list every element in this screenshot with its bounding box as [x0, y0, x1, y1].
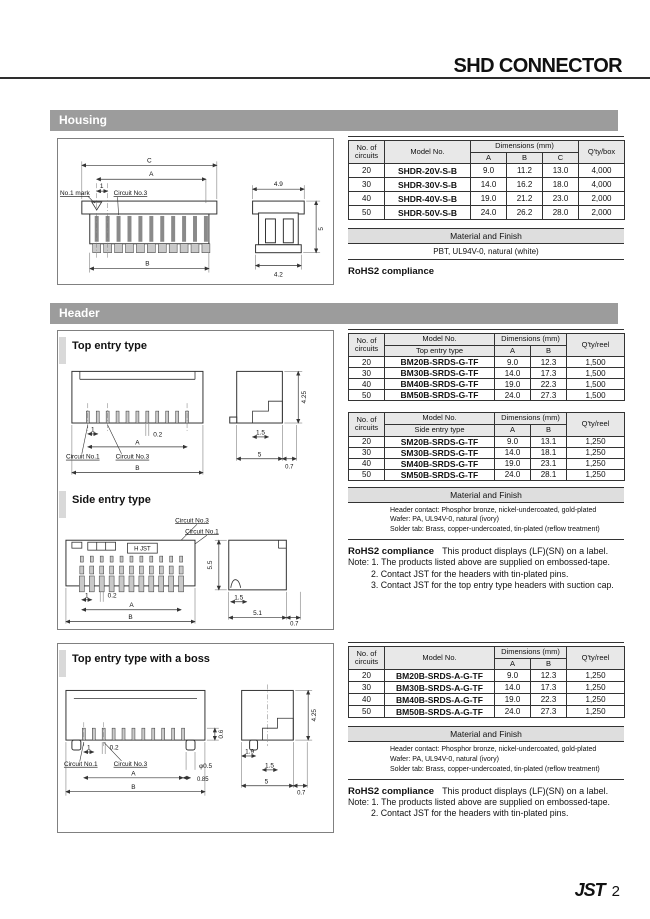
cell-model: SM20B-SRDS-G-TF [385, 436, 495, 447]
header-column-rule [348, 329, 624, 330]
cell-b: 27.3 [531, 706, 567, 718]
cell-model: BM40B-SRDS-A-G-TF [385, 694, 495, 706]
cell-b: 16.2 [507, 178, 543, 192]
dim-label-51: 5.1 [253, 610, 263, 618]
material-title: Material and Finish [348, 229, 624, 244]
col-b: B [531, 424, 567, 436]
dim-label-5: 5 [257, 451, 262, 459]
circuit3-label: Circuit No.3 [115, 453, 150, 461]
header-spec-column [348, 329, 624, 592]
boss-material-box [348, 726, 624, 779]
note-line: Note: 1. The products listed above are supplied on embossed-tape. [348, 556, 610, 567]
circuit1-label: Circuit No.1 [63, 760, 98, 768]
dim-label-1: 1 [99, 183, 104, 191]
cell-model: BM50B-SRDS-G-TF [385, 390, 495, 401]
col-dimensions: Dimensions (mm) [495, 413, 567, 425]
cell-model: SM50B-SRDS-G-TF [385, 469, 495, 480]
col-a: A [471, 152, 507, 164]
col-dimensions: Dimensions (mm) [495, 334, 567, 346]
side-entry-title: Side entry type [72, 494, 151, 506]
cell-a: 19.0 [471, 192, 507, 206]
page-footer [575, 880, 620, 901]
dim-label-b: B [135, 465, 140, 473]
col-circuits: No. of circuits [349, 334, 385, 357]
col-model: Model No. [385, 141, 471, 164]
housing-table [348, 140, 625, 220]
housing-section-bar: Housing [50, 110, 618, 131]
cell-model: BM20B-SRDS-A-G-TF [385, 670, 495, 682]
cell-circuits: 20 [349, 436, 385, 447]
table-row [349, 390, 625, 401]
circuit1-label: Circuit No.1 [185, 528, 219, 536]
housing-drawing-box [57, 138, 334, 285]
table-row [349, 458, 625, 469]
cell-b: 18.1 [531, 447, 567, 458]
cell-qty: 1,250 [567, 458, 625, 469]
material-line: Header contact: Phosphor bronze, nickel-undercoated, gold-plated [390, 506, 597, 514]
material-line: Solder tab: Brass, copper-undercoated, tin-plated (reflow treatment) [390, 526, 600, 534]
cell-model: BM30B-SRDS-A-G-TF [385, 682, 495, 694]
col-qty: Q'ty/box [579, 141, 625, 164]
header-section-bar: Header [50, 303, 618, 324]
dim-label-b: B [131, 784, 136, 792]
cell-b: 12.3 [531, 670, 567, 682]
col-model-sub: Top entry type [385, 345, 495, 357]
cell-model: SM30B-SRDS-G-TF [385, 447, 495, 458]
cell-c: 13.0 [543, 164, 579, 178]
dim-label-15: 1.5 [264, 762, 274, 770]
dim-label-425: 4.25 [311, 709, 319, 722]
material-lines [348, 742, 624, 778]
header-material-box [348, 487, 624, 540]
table-row [349, 694, 625, 706]
cell-circuits: 50 [349, 469, 385, 480]
rohs-label: RoHS2 compliance [348, 266, 435, 278]
cell-b: 28.1 [531, 469, 567, 480]
cell-b: 17.3 [531, 368, 567, 379]
cell-qty: 1,250 [567, 706, 625, 718]
table-row [349, 164, 625, 178]
cell-a: 24.0 [495, 469, 531, 480]
page-number: 2 [611, 883, 620, 900]
cell-a: 14.0 [471, 178, 507, 192]
subtitle-accent [59, 650, 66, 677]
housing-column-rule [348, 136, 624, 137]
cell-b: 21.2 [507, 192, 543, 206]
dim-label-a: A [135, 439, 140, 447]
col-c: C [543, 152, 579, 164]
top-entry-front-view [66, 371, 203, 474]
housing-drawing [58, 139, 333, 284]
rohs-label: RoHS2 compliance [348, 785, 435, 797]
dim-label-085: 0.85 [196, 776, 209, 783]
rohs-label: RoHS2 compliance [348, 545, 435, 557]
material-line: Header contact: Phosphor bronze, nickel-undercoated, gold-plated [390, 746, 597, 754]
side-entry-side-view [207, 540, 300, 627]
cell-qty: 2,000 [579, 206, 625, 220]
cell-circuits: 50 [349, 206, 385, 220]
boss-table [348, 646, 625, 718]
col-qty: Q'ty/reel [567, 647, 625, 670]
col-circuits: No. of circuits [349, 647, 385, 670]
note-line: Note: 1. The products listed above are supplied on embossed-tape. [348, 796, 610, 807]
note-line: 2. Contact JST for the headers with tin-plated pins. [371, 808, 569, 819]
col-a: A [495, 658, 531, 670]
housing-spec-column [348, 136, 624, 277]
cell-b: 27.3 [531, 390, 567, 401]
cell-model: SM40B-SRDS-G-TF [385, 458, 495, 469]
top-entry-drawing [58, 361, 333, 489]
table-row [349, 436, 625, 447]
dim-label-c: C [147, 157, 152, 165]
cell-qty: 1,500 [567, 379, 625, 390]
cell-qty: 1,500 [567, 357, 625, 368]
dim-label-06: 0.6 [217, 729, 225, 739]
table-row [349, 178, 625, 192]
cell-a: 9.0 [471, 164, 507, 178]
circuit3-label: Circuit No.3 [113, 190, 148, 198]
col-model: Model No. [385, 647, 495, 670]
dim-label-5: 5 [318, 227, 326, 231]
table-row [349, 682, 625, 694]
dim-label-425: 4.25 [301, 390, 309, 404]
dim-label-b: B [145, 260, 150, 268]
cell-model: BM30B-SRDS-G-TF [385, 368, 495, 379]
top-entry-side-view [230, 371, 308, 470]
boss-drawing [58, 676, 333, 828]
dim-label-a: A [129, 602, 134, 610]
cell-model: SHDR-50V-S-B [385, 206, 471, 220]
dim-label-02: 0.2 [109, 744, 119, 752]
cell-b: 12.3 [531, 357, 567, 368]
cell-qty: 1,500 [567, 390, 625, 401]
cell-a: 14.0 [495, 447, 531, 458]
dim-label-b: B [128, 614, 133, 622]
col-a: A [495, 345, 531, 357]
col-b: B [531, 345, 567, 357]
cell-a: 24.0 [495, 706, 531, 718]
boss-drawing-box [57, 643, 334, 833]
cell-a: 24.0 [471, 206, 507, 220]
cell-b: 17.3 [531, 682, 567, 694]
col-circuits: No. of circuits [349, 141, 385, 164]
table-row [349, 206, 625, 220]
cell-qty: 1,500 [567, 368, 625, 379]
side-entry-table [348, 412, 625, 480]
cell-a: 19.0 [495, 694, 531, 706]
cell-qty: 4,000 [579, 164, 625, 178]
cell-a: 14.0 [495, 368, 531, 379]
rohs-text: This product displays (LF)(SN) on a label. [442, 545, 609, 556]
jst-logo: JST [574, 880, 605, 900]
cell-circuits: 30 [349, 178, 385, 192]
top-entry-title: Top entry type [72, 340, 147, 352]
circuit1-label: Circuit No.1 [65, 453, 100, 461]
cell-circuits: 40 [349, 458, 385, 469]
dim-label-02: 0.2 [107, 592, 117, 600]
cell-a: 9.0 [495, 436, 531, 447]
dim-label-15: 1.5 [256, 429, 266, 437]
cell-qty: 2,000 [579, 192, 625, 206]
col-qty: Q'ty/reel [567, 334, 625, 357]
boss-spec-column [348, 642, 624, 820]
col-circuits: No. of circuits [349, 413, 385, 436]
dim-label-a: A [131, 770, 136, 778]
cell-model: BM20B-SRDS-G-TF [385, 357, 495, 368]
cell-a: 14.0 [495, 682, 531, 694]
col-model-sub: Side entry type [385, 424, 495, 436]
cell-model: SHDR-40V-S-B [385, 192, 471, 206]
header-notes [348, 557, 624, 592]
cell-b: 11.2 [507, 164, 543, 178]
dim-label-15: 1.5 [234, 594, 244, 602]
page-title: SHD CONNECTOR [453, 55, 622, 77]
dim-label-49: 4.9 [273, 181, 283, 189]
rohs-text: This product displays (LF)(SN) on a label. [442, 785, 609, 796]
cell-qty: 4,000 [579, 178, 625, 192]
cell-circuits: 40 [349, 694, 385, 706]
boss-front-view [64, 690, 225, 795]
cell-a: 9.0 [495, 357, 531, 368]
dim-label-07: 0.7 [285, 464, 294, 471]
subtitle-accent [59, 337, 66, 364]
cell-c: 28.0 [543, 206, 579, 220]
cell-c: 23.0 [543, 192, 579, 206]
material-title: Material and Finish [348, 727, 624, 742]
cell-b: 22.3 [531, 694, 567, 706]
material-line: Wafer: PA, UL94V-0, natural (ivory) [390, 516, 499, 524]
cell-qty: 1,250 [567, 469, 625, 480]
col-model: Model No. [385, 334, 495, 346]
note-line: 2. Contact JST for the headers with tin-plated pins. [371, 568, 569, 579]
col-dimensions: Dimensions (mm) [495, 647, 567, 659]
cell-model: BM40B-SRDS-G-TF [385, 379, 495, 390]
cell-a: 19.0 [495, 458, 531, 469]
title-rule [0, 77, 650, 79]
dim-label-1: 1 [90, 426, 95, 434]
cell-b: 13.1 [531, 436, 567, 447]
boss-side-view [242, 684, 318, 796]
table-row [349, 368, 625, 379]
dim-label-a: A [149, 171, 154, 179]
dim-label-07: 0.7 [297, 790, 306, 797]
housing-rohs [348, 266, 624, 277]
col-qty: Q'ty/reel [567, 413, 625, 436]
dim-label-1: 1 [86, 744, 91, 752]
no1-mark-label: No.1 mark [59, 190, 90, 198]
table-row [349, 357, 625, 368]
cell-qty: 1,250 [567, 670, 625, 682]
dim-label-5: 5 [264, 778, 269, 786]
table-row [349, 670, 625, 682]
housing-front-view [60, 157, 217, 272]
header-drawing-box [57, 330, 334, 630]
dim-label-19: 1.9 [245, 748, 255, 756]
boss-notes [348, 797, 624, 820]
cell-circuits: 20 [349, 357, 385, 368]
col-b: B [507, 152, 543, 164]
table-row [349, 379, 625, 390]
table-row [349, 192, 625, 206]
housing-teeth [93, 244, 210, 253]
material-line: Wafer: PA, UL94V-0, natural (ivory) [390, 756, 499, 764]
boss-rohs [348, 786, 624, 797]
boss-title: Top entry type with a boss [72, 653, 210, 665]
cell-circuits: 20 [349, 670, 385, 682]
cell-qty: 1,250 [567, 436, 625, 447]
cell-circuits: 40 [349, 379, 385, 390]
header-rohs [348, 546, 624, 557]
material-line: Solder tab: Brass, copper-undercoated, tin-plated (reflow treatment) [390, 765, 600, 773]
cell-circuits: 30 [349, 447, 385, 458]
material-lines [348, 503, 624, 539]
dim-label-55: 5.5 [206, 560, 214, 570]
cell-qty: 1,250 [567, 447, 625, 458]
table-row [349, 447, 625, 458]
col-model: Model No. [385, 413, 495, 425]
material-title: Material and Finish [348, 488, 624, 503]
cell-qty: 1,250 [567, 682, 625, 694]
cell-a: 19.0 [495, 379, 531, 390]
cell-circuits: 20 [349, 164, 385, 178]
cell-model: SHDR-20V-S-B [385, 164, 471, 178]
housing-side-view [253, 181, 325, 278]
cell-a: 9.0 [495, 670, 531, 682]
cell-a: 24.0 [495, 390, 531, 401]
cell-circuits: 50 [349, 390, 385, 401]
note-line: 3. Contact JST for the top entry type headers with suction cap. [371, 580, 614, 591]
table-row [349, 469, 625, 480]
col-b: B [531, 658, 567, 670]
col-a: A [495, 424, 531, 436]
side-entry-drawing [58, 514, 333, 628]
dim-label-07: 0.7 [290, 621, 299, 628]
cell-circuits: 30 [349, 368, 385, 379]
cell-qty: 1,250 [567, 694, 625, 706]
dim-label-02: 0.2 [153, 431, 163, 439]
side-entry-front-view [66, 517, 219, 623]
dim-label-1: 1 [84, 592, 89, 600]
cell-c: 18.0 [543, 178, 579, 192]
cell-circuits: 50 [349, 706, 385, 718]
dim-label-dia: φ0.5 [198, 762, 213, 770]
cell-b: 22.3 [531, 379, 567, 390]
boss-column-rule [348, 642, 624, 643]
cell-model: SHDR-30V-S-B [385, 178, 471, 192]
col-dimensions: Dimensions (mm) [471, 141, 579, 153]
table-row [349, 706, 625, 718]
cell-model: BM50B-SRDS-A-G-TF [385, 706, 495, 718]
cell-b: 26.2 [507, 206, 543, 220]
top-entry-table [348, 333, 625, 401]
circuit3-label: Circuit No.3 [113, 760, 148, 768]
cell-b: 23.1 [531, 458, 567, 469]
cell-circuits: 30 [349, 682, 385, 694]
brand-mark-label: H JST [134, 546, 151, 553]
circuit3-label: Circuit No.3 [175, 517, 209, 525]
dim-label-42: 4.2 [273, 271, 283, 279]
cell-circuits: 40 [349, 192, 385, 206]
material-text: PBT, UL94V-0, natural (white) [433, 247, 539, 257]
housing-material-box [348, 228, 624, 260]
